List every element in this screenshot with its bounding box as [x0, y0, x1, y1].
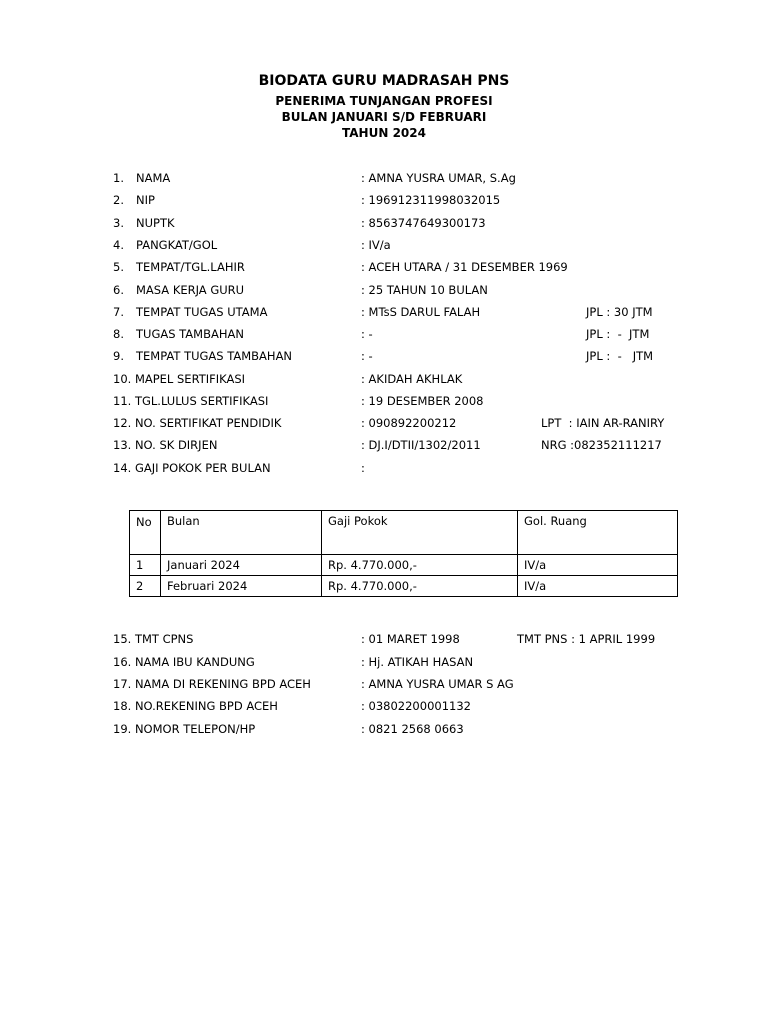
field-no-sertifikat	[0, 416, 768, 434]
field-label: 19. NOMOR TELEPON/HP	[113, 722, 256, 736]
field-value: : 196912311998032015	[361, 193, 501, 207]
field-label: 10. MAPEL SERTIFIKASI	[113, 372, 246, 386]
field-value: :	[361, 461, 365, 475]
document-subtitle: BULAN JANUARI S/D FEBRUARI	[281, 110, 487, 124]
table-header-cell: Gaji Pokok	[322, 511, 518, 555]
field-number: 5.	[113, 260, 124, 274]
field-value: : 090892200212	[361, 416, 457, 430]
field-label: TEMPAT TUGAS UTAMA	[136, 305, 268, 319]
field-value: : IV/a	[361, 238, 391, 252]
field-value: : 01 MARET 1998	[361, 632, 460, 646]
field-gaji-pokok	[0, 461, 768, 479]
document-subtitle: PENERIMA TUNJANGAN PROFESI	[275, 94, 493, 108]
field-label: 15. TMT CPNS	[113, 632, 194, 646]
document-title: BIODATA GURU MADRASAH PNS	[258, 73, 510, 89]
field-label: 17. NAMA DI REKENING BPD ACEH	[113, 677, 311, 691]
field-label: NAMA	[136, 171, 171, 185]
field-tempat-tugas-tambahan	[0, 349, 768, 367]
field-number: 4.	[113, 238, 124, 252]
field-label: 12. NO. SERTIFIKAT PENDIDIK	[113, 416, 282, 430]
field-tmt-cpns	[0, 632, 768, 650]
table-cell: 2	[130, 576, 161, 597]
field-value: : DJ.I/DTII/1302/2011	[361, 438, 481, 452]
table-header-cell: Bulan	[161, 511, 322, 555]
field-label: NIP	[136, 193, 155, 207]
gaji-table	[129, 510, 678, 597]
table-header-cell: No	[130, 511, 161, 555]
table-row	[130, 576, 678, 597]
document-subtitle: TAHUN 2024	[342, 126, 426, 140]
table-cell: IV/a	[518, 555, 678, 576]
field-number: 8.	[113, 327, 124, 341]
field-label: MASA KERJA GURU	[136, 283, 245, 297]
field-value: : -	[361, 349, 373, 363]
table-cell: Rp. 4.770.000,-	[322, 555, 518, 576]
field-value: : AKIDAH AKHLAK	[361, 372, 463, 386]
field-mapel-sertifikasi	[0, 372, 768, 390]
field-extra: JPL : - JTM	[586, 327, 650, 341]
table-cell: Rp. 4.770.000,-	[322, 576, 518, 597]
field-no-sk-dirjen	[0, 438, 768, 456]
field-nomor-telepon	[0, 722, 768, 740]
field-value: : AMNA YUSRA UMAR S AG	[361, 677, 514, 691]
field-pangkat-gol	[0, 238, 768, 256]
field-label: TEMPAT TUGAS TAMBAHAN	[136, 349, 293, 363]
field-label: 11. TGL.LULUS SERTIFIKASI	[113, 394, 269, 408]
field-tempat-tgl-lahir	[0, 260, 768, 278]
field-number: 1.	[113, 171, 124, 185]
table-cell: Februari 2024	[161, 576, 322, 597]
table-cell: 1	[130, 555, 161, 576]
field-nama-rekening	[0, 677, 768, 695]
field-label: TUGAS TAMBAHAN	[136, 327, 244, 341]
field-nama	[0, 171, 768, 189]
table-cell: Januari 2024	[161, 555, 322, 576]
field-number: 9.	[113, 349, 124, 363]
field-nip	[0, 193, 768, 211]
field-value: : AMNA YUSRA UMAR, S.Ag	[361, 171, 516, 185]
field-nuptk	[0, 216, 768, 234]
field-masa-kerja	[0, 283, 768, 301]
field-value: : -	[361, 327, 373, 341]
field-value: : 8563747649300173	[361, 216, 486, 230]
field-value: : 0821 2568 0663	[361, 722, 464, 736]
field-label: 18. NO.REKENING BPD ACEH	[113, 699, 278, 713]
field-value: : 25 TAHUN 10 BULAN	[361, 283, 488, 297]
field-value: : Hj. ATIKAH HASAN	[361, 655, 474, 669]
field-extra: JPL : - JTM	[586, 349, 654, 363]
field-no-rekening	[0, 699, 768, 717]
field-extra: TMT PNS : 1 APRIL 1999	[517, 632, 656, 646]
table-cell: IV/a	[518, 576, 678, 597]
field-label: 16. NAMA IBU KANDUNG	[113, 655, 255, 669]
field-label: 13. NO. SK DIRJEN	[113, 438, 218, 452]
field-value: : MTsS DARUL FALAH	[361, 305, 481, 319]
field-label: NUPTK	[136, 216, 175, 230]
table-row	[130, 555, 678, 576]
field-extra: LPT : IAIN AR-RANIRY	[541, 416, 665, 430]
field-number: 3.	[113, 216, 124, 230]
field-extra: JPL : 30 JTM	[586, 305, 653, 319]
field-number: 6.	[113, 283, 124, 297]
field-extra: NRG :082352111217	[541, 438, 662, 452]
field-label: PANGKAT/GOL	[136, 238, 218, 252]
table-header-row	[130, 511, 678, 555]
field-tempat-tugas-utama	[0, 305, 768, 323]
field-value: : 19 DESEMBER 2008	[361, 394, 484, 408]
field-tgl-lulus-sertifikasi	[0, 394, 768, 412]
field-value: : 03802200001132	[361, 699, 471, 713]
field-number: 7.	[113, 305, 124, 319]
field-number: 2.	[113, 193, 124, 207]
field-label: 14. GAJI POKOK PER BULAN	[113, 461, 271, 475]
field-tugas-tambahan	[0, 327, 768, 345]
field-label: TEMPAT/TGL.LAHIR	[136, 260, 245, 274]
field-value: : ACEH UTARA / 31 DESEMBER 1969	[361, 260, 568, 274]
table-header-cell: Gol. Ruang	[518, 511, 678, 555]
field-nama-ibu-kandung	[0, 655, 768, 673]
